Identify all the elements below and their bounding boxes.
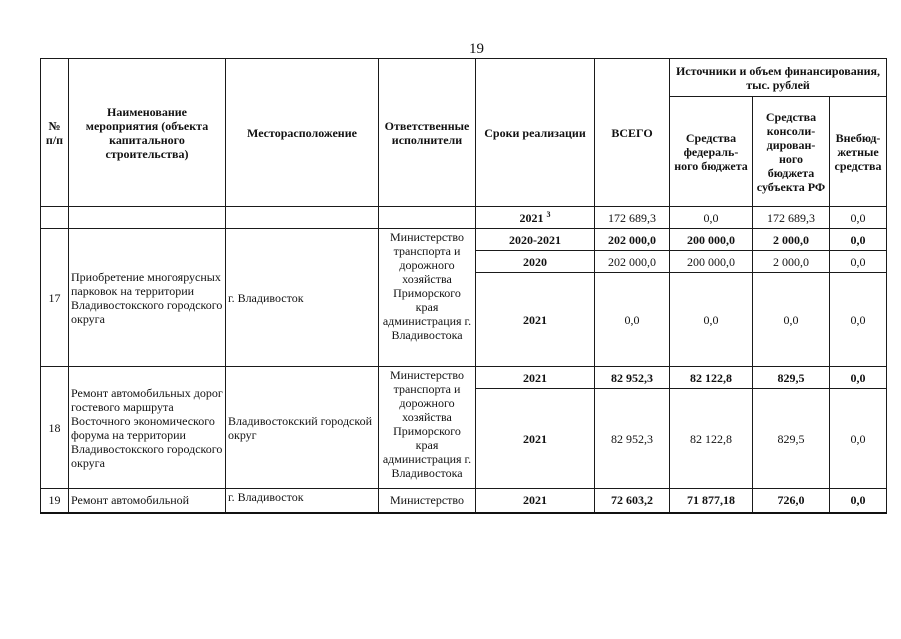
header-extra: Внебюд-жетные средства xyxy=(830,97,887,207)
header-name: Наименование мероприятия (объекта капитального строительства) xyxy=(69,59,226,207)
page-number: 19 xyxy=(469,41,484,57)
row-regional: 2 000,0 xyxy=(753,229,830,251)
header-total: ВСЕГО xyxy=(595,59,670,207)
entry-name: Ремонт автомобильной xyxy=(69,489,226,513)
row-total: 0,0 xyxy=(595,273,670,367)
entry-responsible: Министерство транспорта и дорожного хозяйства Приморского края администрация г. Владивостока xyxy=(379,367,476,489)
row-year: 2021 xyxy=(476,367,595,389)
row-total: 202 000,0 xyxy=(595,229,670,251)
row-year: 2020-2021 xyxy=(476,229,595,251)
row-federal: 200 000,0 xyxy=(670,251,753,273)
row-regional: 0,0 xyxy=(753,273,830,367)
row-extra: 0,0 xyxy=(830,229,887,251)
carry-federal: 0,0 xyxy=(670,207,753,229)
financing-table xyxy=(40,58,887,514)
row-regional: 829,5 xyxy=(753,367,830,389)
entry-location: г. Владивосток xyxy=(226,229,379,367)
row-extra: 0,0 xyxy=(830,389,887,489)
row-federal: 200 000,0 xyxy=(670,229,753,251)
table-row xyxy=(41,489,887,513)
header-location: Месторасположение xyxy=(226,59,379,207)
carry-row xyxy=(41,207,887,229)
row-federal: 82 122,8 xyxy=(670,367,753,389)
header-sources-group: Источники и объем финансирования, тыс. рублей xyxy=(670,59,887,97)
header-federal: Средства федераль-ного бюджета xyxy=(670,97,753,207)
header-num: № п/п xyxy=(41,59,69,207)
header-terms: Сроки реализации xyxy=(476,59,595,207)
entry-num: 19 xyxy=(41,489,69,513)
row-federal: 82 122,8 xyxy=(670,389,753,489)
row-regional: 829,5 xyxy=(753,389,830,489)
entry-responsible: Министерство транспорта и дорожного хозяйства Приморского края администрация г. Владивостока xyxy=(379,229,476,367)
footnote-marker: 3 xyxy=(546,209,551,219)
row-total: 202 000,0 xyxy=(595,251,670,273)
row-federal: 0,0 xyxy=(670,273,753,367)
row-year: 2021 xyxy=(476,489,595,513)
entry-num: 18 xyxy=(41,367,69,489)
row-total: 82 952,3 xyxy=(595,389,670,489)
header-responsible: Ответственные исполнители xyxy=(379,59,476,207)
carry-year: 2021 $^3$ xyxy=(476,207,595,229)
header-regional: Средства консоли-дирован-ного бюджета субъекта РФ xyxy=(753,97,830,207)
row-total: 82 952,3 xyxy=(595,367,670,389)
row-extra: 0,0 xyxy=(830,489,887,513)
row-year: 2021 xyxy=(476,389,595,489)
table-row xyxy=(41,229,887,251)
entry-name: Приобретение многоярусных парковок на территории Владивостокского городского округа xyxy=(69,229,226,367)
row-federal: 71 877,18 xyxy=(670,489,753,513)
entry-location: г. Владивосток xyxy=(226,489,379,513)
row-extra: 0,0 xyxy=(830,273,887,367)
carry-extra: 0,0 xyxy=(830,207,887,229)
entry-name: Ремонт автомобильных дорог гостевого маршрута Восточного экономического форума на территории Владивостокского городского округа xyxy=(69,367,226,489)
row-year: 2021 xyxy=(476,273,595,367)
row-total: 72 603,2 xyxy=(595,489,670,513)
entry-responsible: Министерство xyxy=(379,489,476,513)
table-row xyxy=(41,367,887,389)
row-extra: 0,0 xyxy=(830,251,887,273)
row-regional: 2 000,0 xyxy=(753,251,830,273)
entry-location: Владивостокский городской округ xyxy=(226,367,379,489)
carry-total: 172 689,3 xyxy=(595,207,670,229)
carry-regional: 172 689,3 xyxy=(753,207,830,229)
row-regional: 726,0 xyxy=(753,489,830,513)
row-extra: 0,0 xyxy=(830,367,887,389)
row-year: 2020 xyxy=(476,251,595,273)
entry-num: 17 xyxy=(41,229,69,367)
header-row xyxy=(41,59,887,97)
